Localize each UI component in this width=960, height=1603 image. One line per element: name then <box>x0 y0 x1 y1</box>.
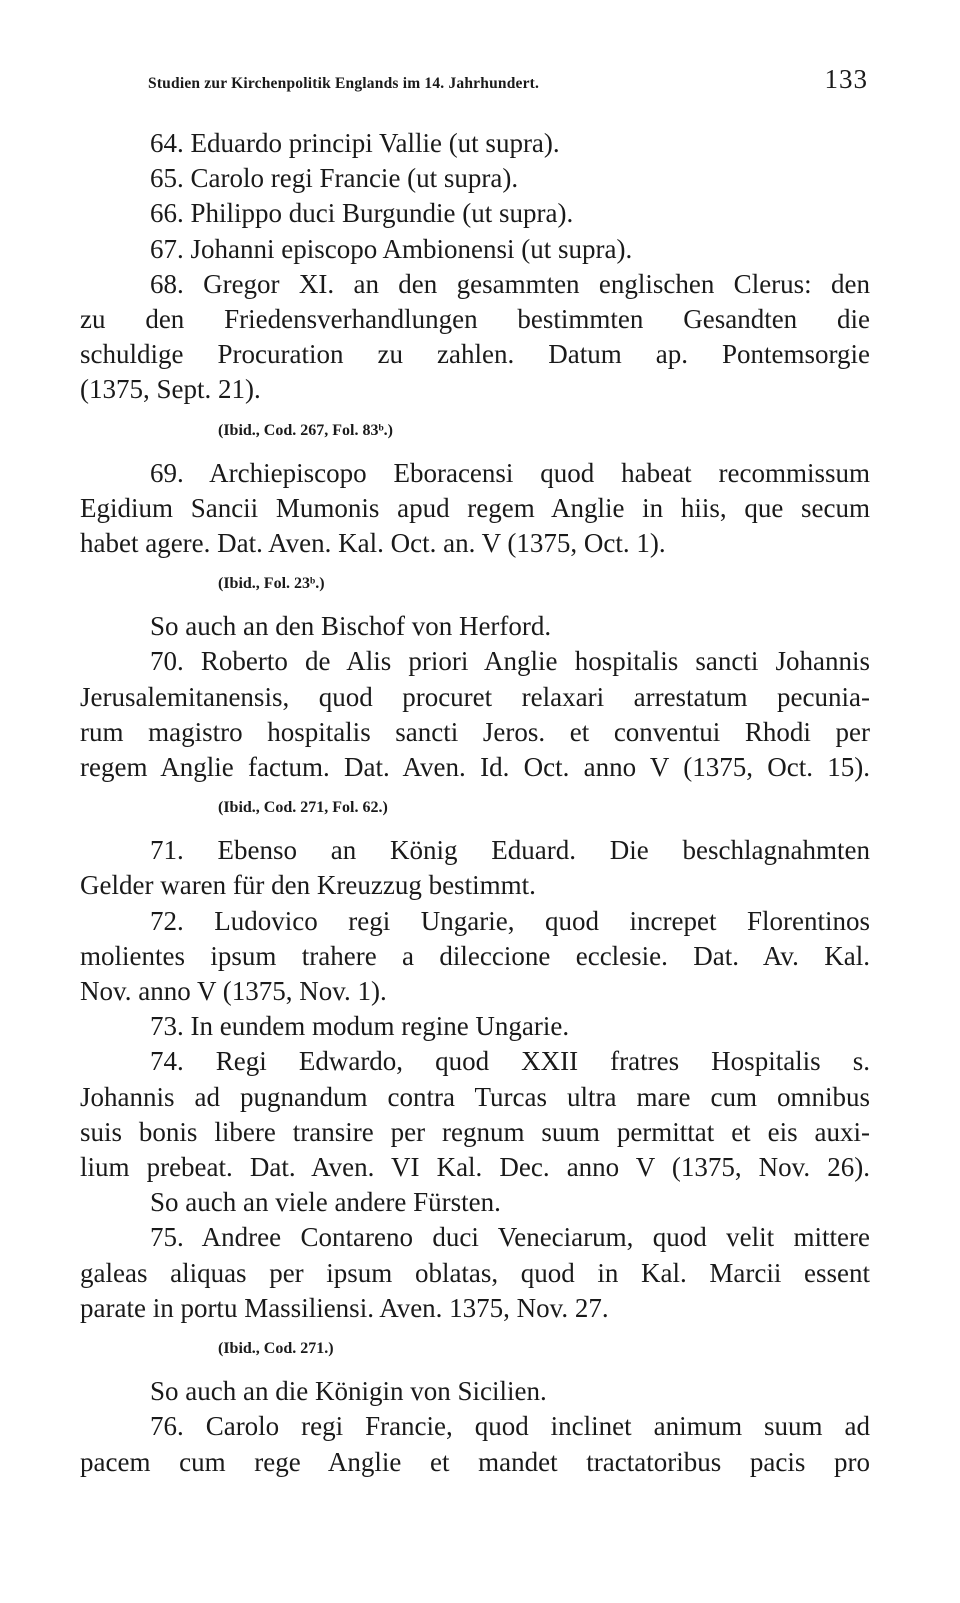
entry-76-line-1: 76. Carolo regi Francie, quod inclinet animum suum ad <box>150 1411 870 1442</box>
page-header <box>148 64 868 104</box>
entry-68-line-1: 68. Gregor XI. an den gesammten englischen Clerus: den <box>150 268 870 299</box>
note-fursten: So auch an viele andere Fürsten. <box>150 1187 501 1218</box>
entry-68-line-3: schuldige Procuration zu zahlen. Datum ap. Pontemsorgie <box>80 339 870 370</box>
entry-74-line-2: Johannis ad pugnandum contra Turcas ultra mare cum omnibus <box>80 1081 870 1112</box>
entry-73: 73. In eundem modum regine Ungarie. <box>150 1011 570 1042</box>
entry-65: 65. Carolo regi Francie (ut supra). <box>150 163 519 194</box>
entry-71-line-2: Gelder waren für den Kreuzzug bestimmt. <box>80 870 536 901</box>
entry-68-line-4: (1375, Sept. 21). <box>80 374 261 405</box>
entry-72-line-1: 72. Ludovico regi Ungarie, quod increpet Florentinos <box>150 905 870 936</box>
page-number: 133 <box>824 64 868 94</box>
entry-69-line-3: habet agere. Dat. Aven. Kal. Oct. an. V (1375, Oct. 1). <box>80 528 666 559</box>
running-title: Studien zur Kirchenpolitik Englands im 14. Jahrhundert. <box>148 75 540 92</box>
entry-75-line-3: parate in portu Massiliensi. Aven. 1375, Nov. 27. <box>80 1292 609 1323</box>
entry-70-line-4: regem Anglie factum. Dat. Aven. Id. Oct. anno V (1375, Oct. 15). <box>80 752 870 783</box>
entry-72-line-3: Nov. anno V (1375, Nov. 1). <box>80 976 387 1007</box>
citation-2: (Ibid., Fol. 23ᵇ.) <box>218 575 325 593</box>
note-sicilien: So auch an die Königin von Sicilien. <box>150 1376 547 1407</box>
entry-76-line-2: pacem cum rege Anglie et mandet tractatoribus pacis pro <box>80 1446 870 1477</box>
entry-66: 66. Philippo duci Burgundie (ut supra). <box>150 198 574 229</box>
entry-71-line-1: 71. Ebenso an König Eduard. Die beschlagnahmten <box>150 835 870 866</box>
entry-74-line-4: lium prebeat. Dat. Aven. VI Kal. Dec. anno V (1375, Nov. 26). <box>80 1152 870 1183</box>
citation-4: (Ibid., Cod. 271.) <box>218 1340 334 1358</box>
entry-72-line-2: molientes ipsum trahere a dileccione ecclesie. Dat. Av. Kal. <box>80 940 870 971</box>
note-herford: So auch an den Bischof von Herford. <box>150 611 552 642</box>
entry-74-line-3: suis bonis libere transire per regnum suum permittat et eis auxi- <box>80 1116 870 1147</box>
entry-69-line-2: Egidium Sancii Mumonis apud regem Anglie in hiis, que secum <box>80 492 870 523</box>
page-body <box>80 126 870 1480</box>
entry-67: 67. Johanni episcopo Ambionensi (ut supra). <box>150 233 633 264</box>
entry-70-line-3: rum magistro hospitalis sancti Jeros. et conventui Rhodi per <box>80 716 870 747</box>
citation-3: (Ibid., Cod. 271, Fol. 62.) <box>218 799 388 817</box>
entry-70-line-1: 70. Roberto de Alis priori Anglie hospitalis sancti Johannis <box>150 646 870 677</box>
entry-75-line-1: 75. Andree Contareno duci Veneciarum, quod velit mittere <box>150 1222 870 1253</box>
entry-74-line-1: 74. Regi Edwardo, quod XXII fratres Hospitalis s. <box>150 1046 870 1077</box>
entry-64: 64. Eduardo principi Vallie (ut supra). <box>150 128 560 158</box>
entry-69-line-1: 69. Archiepiscopo Eboracensi quod habeat recommissum <box>150 457 870 488</box>
entry-68-line-2: zu den Friedensverhandlungen bestimmten Gesandten die <box>80 304 870 335</box>
citation-1: (Ibid., Cod. 267, Fol. 83ᵇ.) <box>218 421 393 439</box>
entry-70-line-2: Jerusalemitanensis, quod procuret relaxari arrestatum pecunia- <box>80 681 870 712</box>
entry-75-line-2: galeas aliquas per ipsum oblatas, quod in Kal. Marcii essent <box>80 1257 870 1288</box>
